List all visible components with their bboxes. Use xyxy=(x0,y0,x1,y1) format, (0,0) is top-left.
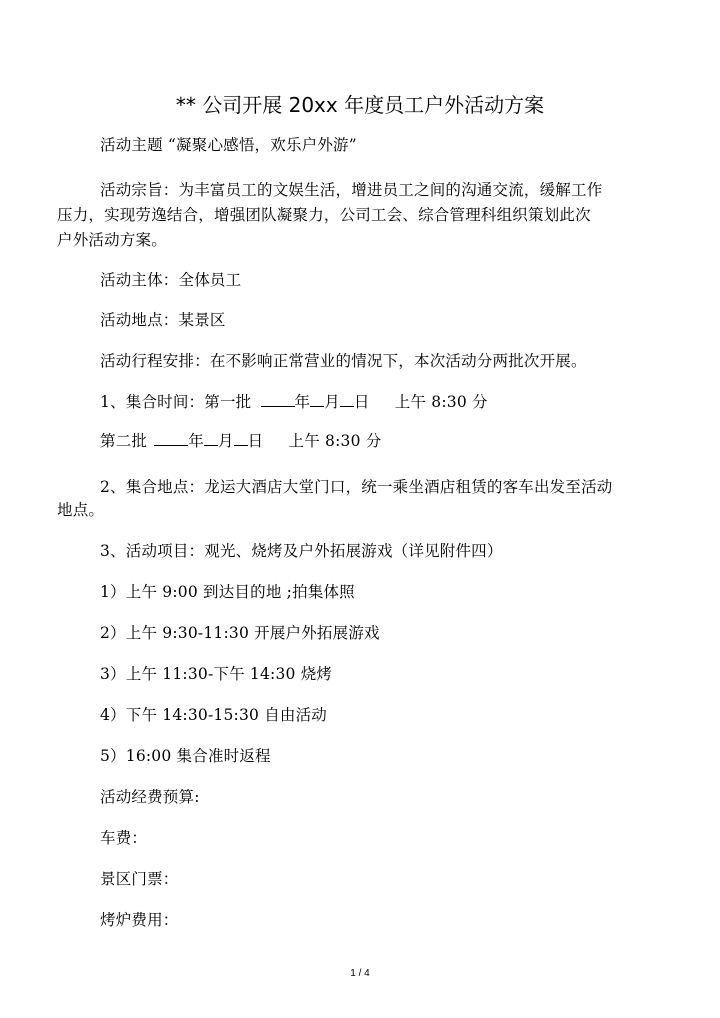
activity-location: 活动地点：某景区 xyxy=(100,311,226,329)
page-number: 1 / 4 xyxy=(350,968,370,979)
gather-place-line-2: 地点。 xyxy=(57,501,105,519)
budget-item-bus: 车费： xyxy=(100,829,148,847)
day-blank[interactable] xyxy=(234,431,248,446)
gather-time-value: 上午 8:30 分 xyxy=(394,393,488,411)
activities-intro: 3、活动项目：观光、烧烤及户外拓展游戏（详见附件四） xyxy=(100,542,503,560)
day-blank[interactable] xyxy=(340,392,354,407)
month-label: 月 xyxy=(324,393,340,411)
year-label: 年 xyxy=(294,393,311,411)
gather-time-line xyxy=(100,392,488,412)
year-blank[interactable] xyxy=(154,431,188,446)
year-label: 年 xyxy=(188,432,204,450)
activity-item: 3）上午 11:30-下午 14:30 烧烤 xyxy=(100,665,333,683)
month-label: 月 xyxy=(217,432,234,450)
gather-time-label: 1、集合时间：第一批 xyxy=(100,393,252,411)
purpose-line-1: 活动宗旨：为丰富员工的文娱生活，增进员工之间的沟通交流，缓解工作 xyxy=(100,181,603,199)
second-batch-time: 上午 8:30 分 xyxy=(288,432,382,450)
budget-heading: 活动经费预算: xyxy=(100,788,200,806)
activity-item: 4）下午 14:30-15:30 自由活动 xyxy=(100,706,327,724)
activity-item: 2）上午 9:30-11:30 开展户外拓展游戏 xyxy=(100,624,380,642)
purpose-line-3: 户外活动方案。 xyxy=(57,231,167,249)
budget-item-ticket: 景区门票： xyxy=(100,870,179,888)
schedule-intro: 活动行程安排：在不影响正常营业的情况下，本次活动分两批次开展。 xyxy=(100,352,587,370)
budget-item-grill: 烤炉费用： xyxy=(100,911,179,929)
activity-item: 5）16:00 集合准时返程 xyxy=(100,747,271,765)
purpose-line-2: 压力，实现劳逸结合，增强团队凝聚力，公司工会、综合管理科组织策划此次 xyxy=(57,206,591,224)
second-batch-line xyxy=(100,431,381,451)
day-label: 日 xyxy=(353,393,370,411)
activity-subject: 活动主体：全体员工 xyxy=(100,271,242,289)
month-blank[interactable] xyxy=(204,431,218,446)
document-title: ** 公司开展 20xx 年度员工户外活动方案 xyxy=(175,93,545,117)
activity-theme: 活动主题 “凝聚心感悟，欢乐户外游” xyxy=(100,136,357,154)
second-batch-label: 第二批 xyxy=(100,432,148,450)
day-label: 日 xyxy=(247,432,264,450)
year-blank[interactable] xyxy=(261,392,295,407)
activity-item: 1）上午 9:00 到达目的地 ;拍集体照 xyxy=(100,583,355,601)
month-blank[interactable] xyxy=(310,392,324,407)
gather-place-line-1: 2、集合地点：龙运大酒店大堂门口，统一乘坐酒店租赁的客车出发至活动 xyxy=(100,478,613,496)
